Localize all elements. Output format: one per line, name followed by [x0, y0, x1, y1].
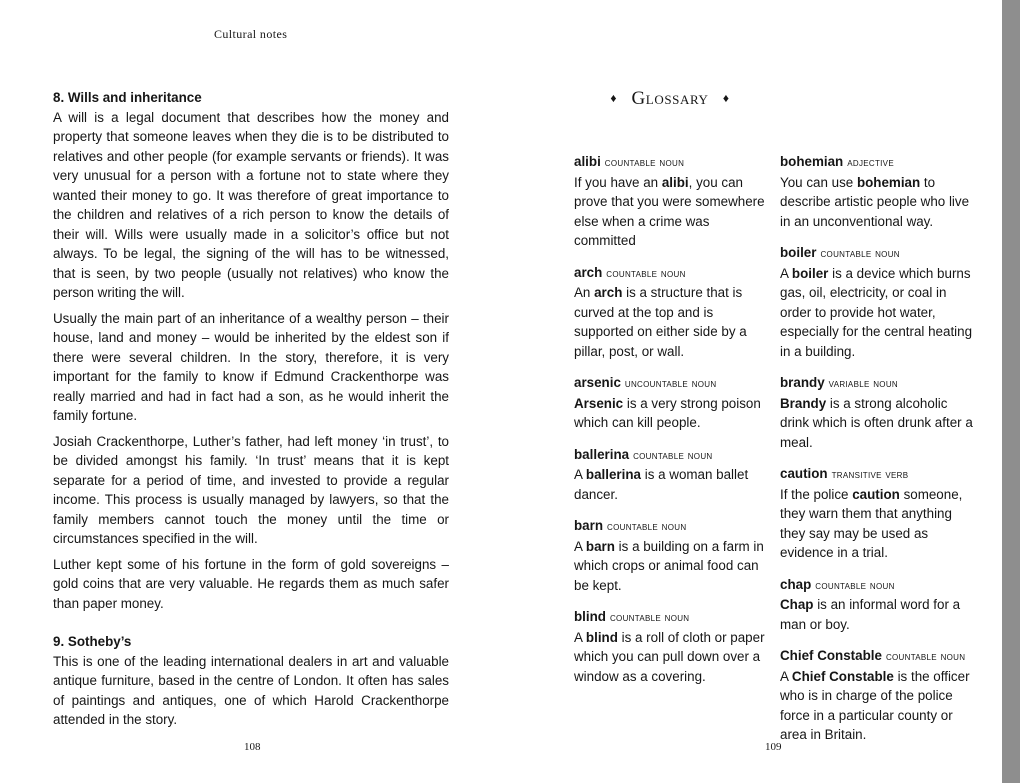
- glossary-entry: [780, 646, 976, 745]
- bold-term: barn: [585, 538, 615, 554]
- definition: A barn is a building on a farm in which crops or animal food can be kept.: [574, 538, 764, 593]
- left-page: [0, 0, 500, 783]
- word-class: variable noun: [828, 376, 898, 390]
- paragraph: Usually the main part of an inheritance of a wealthy person – their house, land and money – would be inherited by the eldest son if there were several children. In the story, therefore, it is very important for the family to know if Edmund Crackenthorpe was really married and had in fact had a son, as he would inherit the family fortune.: [53, 310, 449, 423]
- bold-term: bohemian: [856, 174, 921, 190]
- entry-head: [780, 373, 976, 394]
- bold-term: boiler: [791, 265, 829, 281]
- glossary-entry: [574, 516, 766, 595]
- bold-term: Chief Constable: [791, 668, 894, 684]
- bold-term: Arsenic: [574, 395, 624, 411]
- entry-head: [574, 516, 766, 537]
- glossary-title: Glossary: [631, 88, 709, 109]
- glossary-entry: [574, 445, 766, 505]
- bold-term: caution: [852, 486, 900, 502]
- section-title-wills: 8. Wills and inheritance: [53, 90, 202, 105]
- right-page: [500, 0, 1002, 783]
- glossary-entry: [574, 607, 766, 686]
- entry-head: [780, 646, 976, 667]
- word-class: countable noun: [607, 519, 687, 533]
- word-class: uncountable noun: [624, 376, 717, 390]
- entry-head: [574, 152, 766, 173]
- bold-term: alibi: [661, 174, 689, 190]
- running-head: Cultural notes: [214, 27, 288, 41]
- word-class: countable noun: [606, 265, 686, 280]
- glossary-entry: [780, 575, 976, 635]
- definition: Brandy is a strong alcoholic drink which is often drunk after a meal.: [780, 395, 973, 450]
- definition: If the police caution someone, they warn them that anything they say may be used as evidence in a trial.: [780, 486, 963, 560]
- definition: A Chief Constable is the officer who is in charge of the police force in a particular county or area in Britain.: [780, 668, 970, 742]
- entry-head: [780, 243, 976, 264]
- definition: Chap is an informal word for a man or boy.: [780, 597, 961, 632]
- glossary-column-2: [780, 152, 976, 757]
- definition: An arch is a structure that is curved at the top and is supported on either side by a pillar, post, or wall.: [574, 285, 747, 359]
- entry-head: [574, 445, 766, 466]
- bold-term: arch: [594, 285, 623, 300]
- headword: chap: [780, 576, 812, 592]
- paragraph: This is one of the leading international dealers in art and valuable antique furniture, based in the centre of London. It often has sales of paintings and antiques, one of which Harold Crackenthorpe attended in the story.: [53, 653, 449, 727]
- headword: barn: [574, 518, 604, 533]
- headword: alibi: [574, 154, 601, 169]
- entry-head: [780, 575, 976, 596]
- headword: bohemian: [780, 154, 844, 169]
- diamond-ornament-icon: ♦: [722, 91, 730, 105]
- cultural-notes-column: [53, 88, 449, 730]
- entry-head: [574, 263, 766, 284]
- glossary-entry: [780, 243, 976, 361]
- word-class: countable noun: [885, 649, 966, 663]
- glossary-entry: [780, 152, 976, 231]
- scrollbar[interactable]: [1002, 0, 1020, 783]
- paragraph: Josiah Crackenthorpe, Luther’s father, had left money ‘in trust’, to be divided amongst his family. ‘In trust’ means that it is kept separate for a period of time, and invested to provide a regular income. This process is usually managed by lawyers, so that the family members cannot touch the money until the time or circumstances specified in the will.: [53, 433, 449, 546]
- headword: caution: [780, 466, 828, 481]
- headword: Chief Constable: [780, 648, 882, 663]
- headword: brandy: [780, 375, 825, 390]
- headword: blind: [574, 609, 606, 624]
- definition: A ballerina is a woman ballet dancer.: [574, 467, 749, 502]
- bold-term: ballerina: [585, 467, 641, 482]
- definition: You can use bohemian to describe artistic people who live in an unconventional way.: [780, 174, 970, 229]
- glossary-entry: [574, 263, 766, 362]
- section-title-sothebys: 9. Sotheby’s: [53, 634, 132, 649]
- headword: arch: [574, 264, 603, 280]
- bold-term: Chap: [780, 597, 814, 612]
- bold-term: blind: [585, 629, 618, 645]
- glossary-column-1: [574, 152, 766, 698]
- entry-head: [574, 373, 766, 394]
- glossary-entry: [574, 152, 766, 251]
- definition: Arsenic is a very strong poison which can kill people.: [574, 395, 761, 430]
- word-class: countable noun: [604, 155, 685, 169]
- word-class: transitive verb: [831, 467, 909, 481]
- glossary-entry: [780, 464, 976, 563]
- word-class: adjective: [847, 155, 894, 169]
- glossary-heading: [500, 88, 840, 110]
- word-class: countable noun: [609, 610, 690, 624]
- headword: boiler: [780, 245, 817, 260]
- entry-head: [780, 464, 976, 485]
- entry-head: [780, 152, 976, 173]
- bold-term: Brandy: [780, 395, 827, 411]
- paragraph: A will is a legal document that describes how the money and property that someone leaves when they die is to be distributed to relatives and other people (for example servants or friends). It was very unusual for a person with a fortune not to state where they wanted their money to go. It was therefore of great importance to the children and relatives of a rich person to know the details of their will. Wills were usually made in a solicitor’s office but not always. To be legal, the signing of the will has to be witnessed, that is seen, by two people (usually not relatives) who know the person writing the will.: [53, 109, 449, 300]
- definition: A blind is a roll of cloth or paper which you can pull down over a window as a covering.: [574, 629, 765, 684]
- word-class: countable noun: [633, 447, 713, 462]
- glossary-entry: [780, 373, 976, 452]
- page-number: 109: [765, 741, 782, 753]
- entry-head: [574, 607, 766, 628]
- headword: ballerina: [574, 446, 630, 462]
- headword: arsenic: [574, 375, 621, 390]
- definition: If you have an alibi, you can prove that you were somewhere else when a crime was committed: [574, 174, 765, 248]
- glossary-entry: [574, 373, 766, 433]
- diamond-ornament-icon: ♦: [610, 91, 618, 105]
- word-class: countable noun: [815, 577, 895, 592]
- definition: A boiler is a device which burns gas, oil, electricity, or coal in order to provide hot water, especially for the central heating in a building.: [780, 265, 973, 359]
- paragraph: Luther kept some of his fortune in the form of gold sovereigns – gold coins that are very valuable. He regards them as much safer than paper money.: [53, 556, 449, 611]
- page-number: 108: [244, 741, 261, 753]
- word-class: countable noun: [820, 246, 900, 260]
